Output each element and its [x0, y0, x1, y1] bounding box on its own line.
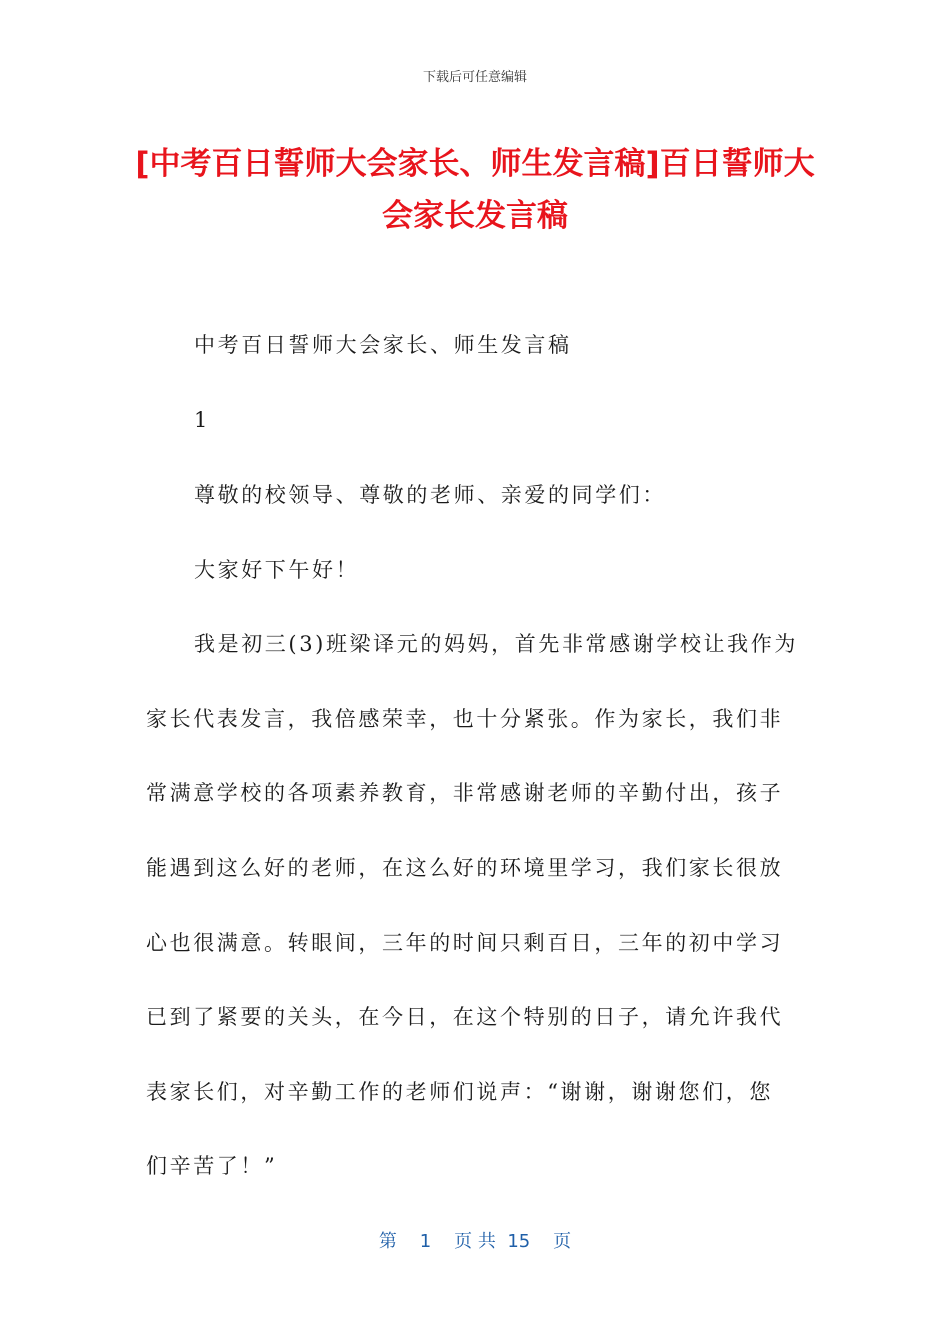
body-line: 们辛苦了！” [146, 1154, 278, 1178]
section-number: 1 [194, 408, 210, 432]
page-label-prefix: 第 [378, 1231, 397, 1252]
body-line: 常满意学校的各项素养教育，非常感谢老师的辛勤付出，孩子 [146, 781, 784, 805]
total-pages: 15 [507, 1231, 531, 1252]
page-number: 1 [419, 1231, 432, 1252]
body-line: 心也很满意。转眼间，三年的时间只剩百日，三年的初中学习 [146, 931, 784, 955]
page-footer [0, 1227, 950, 1253]
body-line: 我是初三(3)班梁译元的妈妈，首先非常感谢学校让我作为 [194, 632, 798, 656]
body-line: 家长代表发言，我倍感荣幸，也十分紧张。作为家长，我们非 [146, 707, 784, 731]
body-line: 已到了紧要的关头，在今日，在这个特别的日子，请允许我代 [146, 1005, 784, 1029]
subtitle-line: 中考百日誓师大会家长、师生发言稿 [194, 333, 572, 357]
document-title: [中考百日誓师大会家长、师生发言稿]百日誓师大会家长发言稿 [135, 146, 815, 234]
page-label-mid: 页 共 [454, 1231, 496, 1252]
greeting-line: 大家好下午好！ [194, 558, 360, 582]
salutation-line: 尊敬的校领导、尊敬的老师、亲爱的同学们： [194, 483, 666, 507]
page-label-suffix: 页 [553, 1231, 572, 1252]
body-line: 能遇到这么好的老师，在这么好的环境里学习，我们家长很放 [146, 856, 784, 880]
body-line: 表家长们，对辛勤工作的老师们说声：“谢谢，谢谢您们，您 [146, 1080, 773, 1104]
header-note: 下载后可任意编辑 [422, 70, 527, 85]
